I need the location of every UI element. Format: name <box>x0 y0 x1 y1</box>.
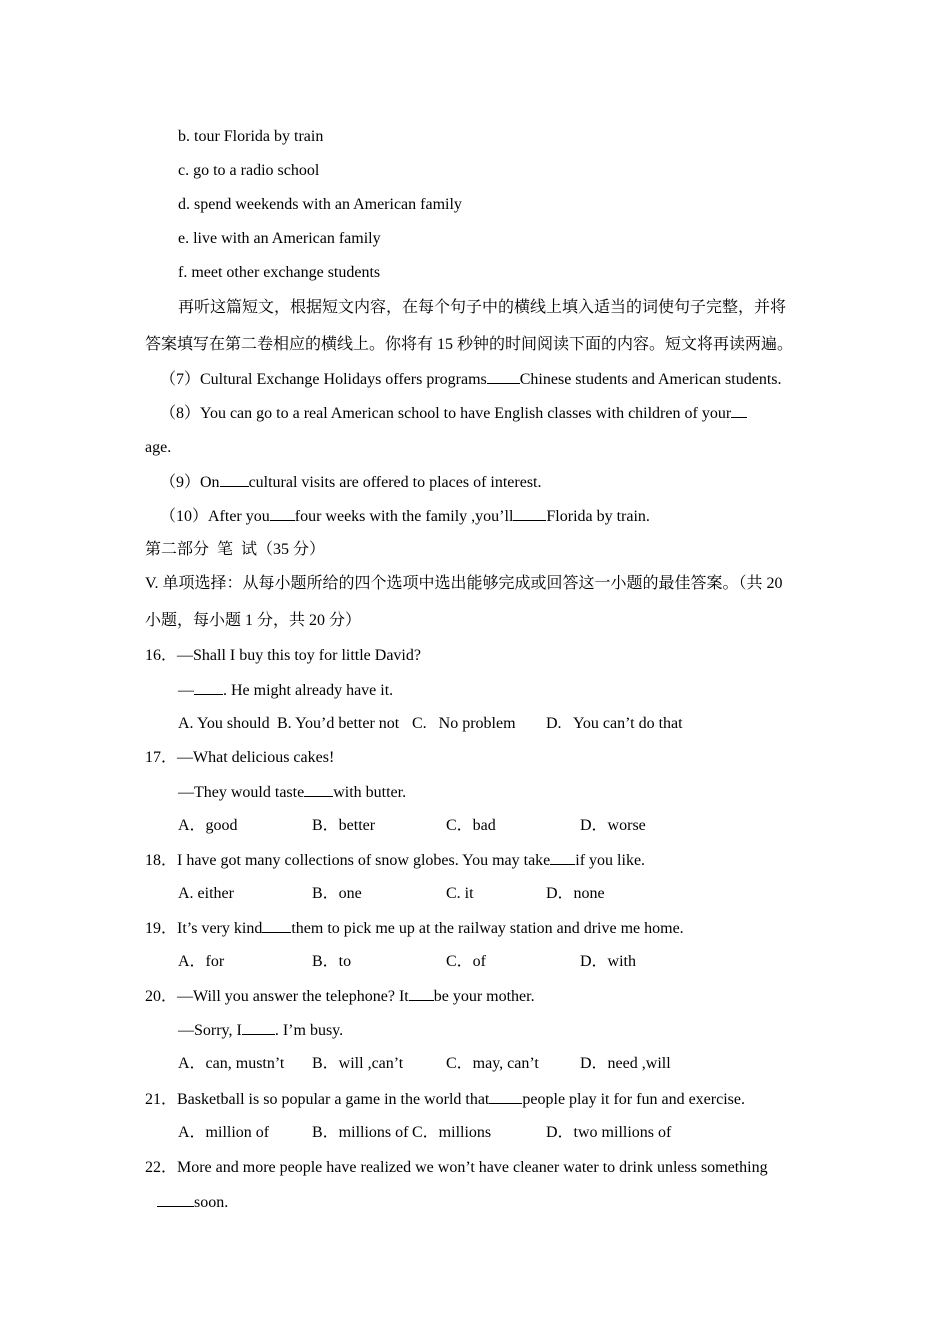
section-v-instruction-2: 小题，每小题 1 分，共 20 分） <box>145 612 362 629</box>
question-18-stem-text: 18．I have got many collections of snow globes. You may take <box>145 852 551 869</box>
question-21-option-a: A．million of <box>178 1124 270 1141</box>
question-18-option-a: A. either <box>178 885 234 902</box>
question-17-option-a: A．good <box>178 817 238 834</box>
question-16-option-c: C. No problem <box>412 715 516 732</box>
question-18-stem <box>145 850 645 871</box>
listening-option-b: b. tour Florida by train <box>178 128 324 145</box>
question-21-option-c: C．millions <box>412 1124 492 1141</box>
answer-blank <box>262 918 291 933</box>
question-19-option-a: A．for <box>178 953 225 970</box>
question-22-cont <box>157 1192 228 1213</box>
fill-item-10-text-2: four weeks with the family ,you’ll <box>294 508 514 525</box>
question-20-option-c: C．may, can’t <box>446 1055 539 1072</box>
fill-item-7-text-2: Chinese students and American students. <box>519 371 782 388</box>
question-22-stem: 22．More and more people have realized we won’t have cleaner water to drink unless something <box>145 1159 768 1176</box>
fill-item-10-text-3: Florida by train. <box>546 508 650 525</box>
question-21-stem-text: 21．Basketball is so popular a game in the world that <box>145 1091 490 1108</box>
question-20-option-a: A．can, mustn’t <box>178 1055 285 1072</box>
fill-item-10 <box>160 506 650 527</box>
question-20-reply-text-2: . I’m busy. <box>274 1022 344 1039</box>
question-17-reply <box>178 782 406 803</box>
fill-item-8-cont: age. <box>145 439 172 456</box>
answer-blank <box>304 782 333 797</box>
question-17-reply-text: —They would taste <box>178 784 305 801</box>
question-19-option-c: C．of <box>446 953 487 970</box>
question-16-reply-dash: — <box>178 682 194 699</box>
answer-blank <box>550 850 575 865</box>
answer-blank <box>157 1192 194 1207</box>
answer-blank <box>220 472 249 487</box>
question-17-option-b: B．better <box>312 817 376 834</box>
question-19-stem-text: 19．It’s very kind <box>145 920 263 937</box>
question-20-stem-text: 20．—Will you answer the telephone? It <box>145 988 409 1005</box>
question-16-reply-text: . He might already have it. <box>223 682 394 699</box>
part-2-heading: 第二部分 笔 试（35 分） <box>145 541 326 558</box>
answer-blank <box>242 1020 275 1035</box>
question-20-reply <box>178 1020 343 1041</box>
question-19-stem-text-2: them to pick me up at the railway station and drive me home. <box>291 920 684 937</box>
fill-item-8-text: （8）You can go to a real American school to have English classes with children of your <box>160 405 732 422</box>
fill-item-9 <box>160 472 542 493</box>
answer-blank <box>409 986 434 1001</box>
question-21-option-b: B．millions of <box>312 1124 409 1141</box>
listening-option-c: c. go to a radio school <box>178 162 320 179</box>
question-21-stem-text-2: people play it for fun and exercise. <box>522 1091 745 1108</box>
listening-option-f: f. meet other exchange students <box>178 264 381 281</box>
question-17-reply-text-2: with butter. <box>333 784 407 801</box>
question-16-stem: 16．—Shall I buy this toy for little David? <box>145 647 421 664</box>
fill-item-7 <box>160 369 781 390</box>
answer-blank <box>513 506 546 521</box>
question-21-option-d: D．two millions of <box>546 1124 672 1141</box>
question-19-stem <box>145 918 684 939</box>
question-16-option-b: B. You’d better not <box>277 715 400 732</box>
question-22-cont-text: soon. <box>194 1194 229 1211</box>
answer-blank <box>731 403 747 418</box>
question-16-reply <box>178 680 393 701</box>
question-21-stem <box>145 1089 745 1110</box>
question-18-option-d: D．none <box>546 885 605 902</box>
answer-blank <box>489 1089 522 1104</box>
question-18-option-b: B．one <box>312 885 362 902</box>
question-19-option-d: D．with <box>580 953 637 970</box>
question-17-option-c: C．bad <box>446 817 496 834</box>
answer-blank <box>487 369 520 384</box>
question-18-stem-text-2: if you like. <box>575 852 646 869</box>
question-20-option-b: B．will ,can’t <box>312 1055 404 1072</box>
listening-option-d: d. spend weekends with an American family <box>178 196 462 213</box>
answer-blank <box>194 680 223 695</box>
instruction-line-1: 再听这篇短文，根据短文内容，在每个句子中的横线上填入适当的词使句子完整，并将 <box>178 299 787 316</box>
question-16-option-d: D. You can’t do that <box>546 715 683 732</box>
question-17-option-d: D．worse <box>580 817 646 834</box>
fill-item-9-text: （9）On <box>160 474 220 491</box>
instruction-line-2: 答案填写在第二卷相应的横线上。你将有 15 秒钟的时间阅读下面的内容。短文将再读两遍。 <box>145 336 794 353</box>
question-18-option-c: C. it <box>446 885 474 902</box>
fill-item-10-text: （10）After you <box>160 508 270 525</box>
section-v-instruction-1: V. 单项选择：从每小题所给的四个选项中选出能够完成或回答这一小题的最佳答案。（共 20 <box>145 575 783 592</box>
question-20-option-d: D．need ,will <box>580 1055 671 1072</box>
question-20-stem <box>145 986 535 1007</box>
question-19-option-b: B．to <box>312 953 352 970</box>
listening-option-e: e. live with an American family <box>178 230 381 247</box>
fill-item-9-text-2: cultural visits are offered to places of interest. <box>248 474 542 491</box>
question-16-option-a: A. You should <box>178 715 270 732</box>
question-17-stem: 17．—What delicious cakes! <box>145 749 335 766</box>
question-20-reply-text: —Sorry, I <box>178 1022 242 1039</box>
fill-item-8 <box>160 403 747 424</box>
fill-item-7-text: （7）Cultural Exchange Holidays offers programs <box>160 371 487 388</box>
question-20-stem-text-2: be your mother. <box>433 988 535 1005</box>
answer-blank <box>270 506 295 521</box>
